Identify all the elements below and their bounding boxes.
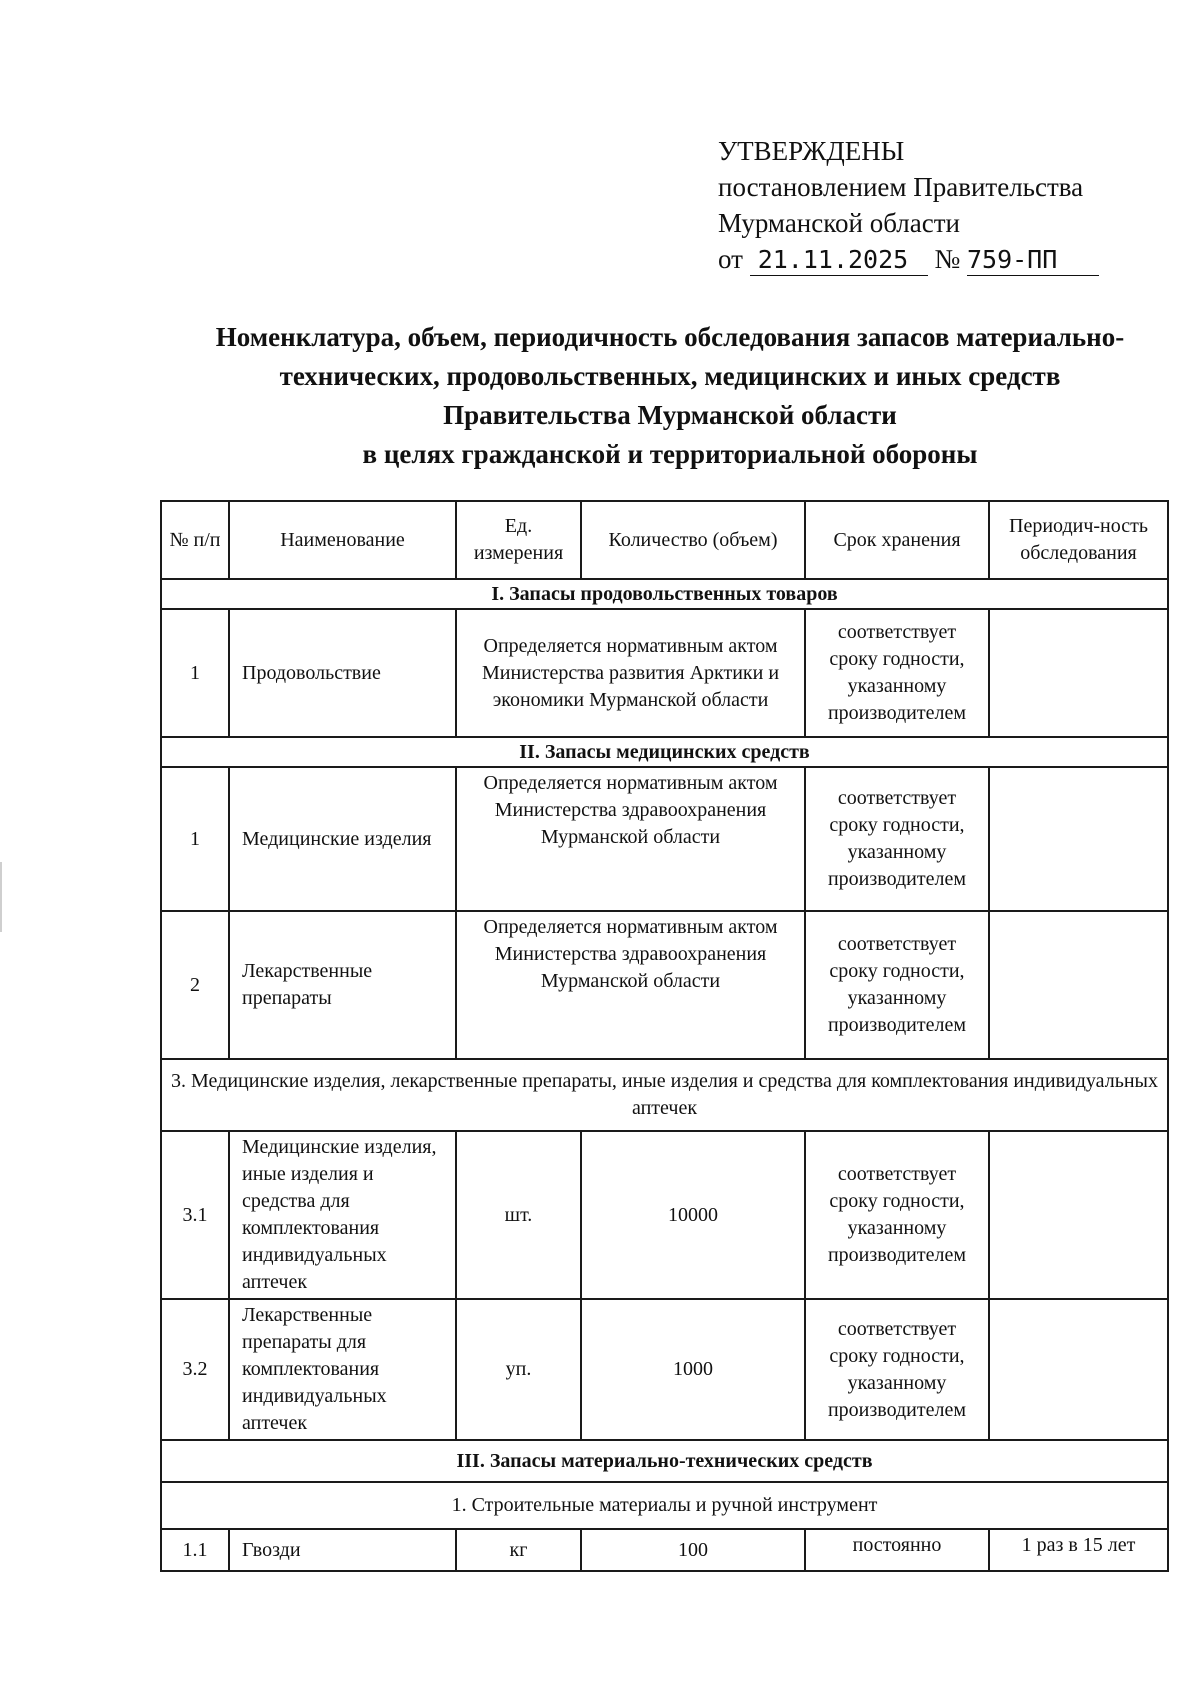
row-storage: соответствует сроку годности, указанному производителем — [805, 1131, 989, 1299]
row-qty: 100 — [581, 1529, 805, 1571]
number-prefix: № — [934, 244, 961, 274]
table-row — [161, 1299, 1168, 1440]
approval-date: 21.11.2025 — [750, 245, 928, 276]
row-name: Лекарственные препараты — [229, 911, 456, 1059]
header-name: Наименование — [229, 501, 456, 579]
table-row — [161, 911, 1168, 1059]
table-row — [161, 767, 1168, 911]
row-storage: соответствует сроку годности, указанному производителем — [805, 1299, 989, 1440]
row-period — [989, 609, 1168, 737]
row-storage: соответствует сроку годности, указанному производителем — [805, 911, 989, 1059]
approval-stamp — [718, 133, 1099, 277]
subsection-row — [161, 1482, 1168, 1529]
row-merged-note: Определяется нормативным актом Министерства развития Арктики и экономики Мурманской области — [456, 609, 805, 737]
row-name: Гвозди — [229, 1529, 456, 1571]
table-header-row — [161, 501, 1168, 579]
header-unit: Ед. измерения — [456, 501, 581, 579]
row-unit: шт. — [456, 1131, 581, 1299]
row-num: 3.2 — [161, 1299, 229, 1440]
row-period — [989, 1131, 1168, 1299]
header-qty: Количество (объем) — [581, 501, 805, 579]
section-title-2: II. Запасы медицинских средств — [161, 737, 1168, 767]
row-storage: соответствует сроку годности, указанному производителем — [805, 767, 989, 911]
row-storage: постоянно — [805, 1529, 989, 1571]
section-row — [161, 579, 1168, 609]
subsection-row — [161, 1059, 1168, 1131]
title-line-3: Правительства Мурманской области — [443, 400, 897, 430]
title-line-4: в целях гражданской и территориальной обороны — [362, 439, 978, 469]
approval-date-line — [718, 241, 1099, 277]
nomenclature-table — [160, 500, 1169, 1572]
section-title-3: III. Запасы материально-технических средств — [161, 1440, 1168, 1482]
row-num: 1.1 — [161, 1529, 229, 1571]
row-name: Медицинские изделия, иные изделия и средства для комплектования индивидуальных аптечек — [229, 1131, 456, 1299]
row-storage: соответствует сроку годности, указанному производителем — [805, 609, 989, 737]
row-qty: 1000 — [581, 1299, 805, 1440]
table-row — [161, 1529, 1168, 1571]
row-name: Лекарственные препараты для комплектования индивидуальных аптечек — [229, 1299, 456, 1440]
row-num: 1 — [161, 609, 229, 737]
subsection-title-3: 3. Медицинские изделия, лекарственные препараты, иные изделия и средства для комплектования индивидуальных аптечек — [161, 1059, 1168, 1131]
row-merged-note: Определяется нормативным актом Министерства здравоохранения Мурманской области — [456, 911, 805, 1059]
row-period — [989, 767, 1168, 911]
row-name: Продовольствие — [229, 609, 456, 737]
row-unit: уп. — [456, 1299, 581, 1440]
approval-line-1: постановлением Правительства — [718, 172, 1084, 202]
row-merged-note: Определяется нормативным актом Министерства здравоохранения Мурманской области — [456, 767, 805, 911]
row-num: 3.1 — [161, 1131, 229, 1299]
header-storage: Срок хранения — [805, 501, 989, 579]
subsection-title-1: 1. Строительные материалы и ручной инструмент — [161, 1482, 1168, 1529]
document-title — [140, 318, 1200, 474]
table-row — [161, 1131, 1168, 1299]
row-period — [989, 911, 1168, 1059]
scan-edge-mark — [0, 862, 2, 932]
approval-heading: УТВЕРЖДЕНЫ — [718, 136, 905, 166]
section-title-1: I. Запасы продовольственных товаров — [161, 579, 1168, 609]
row-name: Медицинские изделия — [229, 767, 456, 911]
title-line-2: технических, продовольственных, медицинских и иных средств — [279, 361, 1061, 391]
approval-line-2: Мурманской области — [718, 208, 960, 238]
approval-number: 759-ПП — [967, 245, 1099, 276]
header-num: № п/п — [161, 501, 229, 579]
date-prefix: от — [718, 244, 743, 274]
row-unit: кг — [456, 1529, 581, 1571]
row-qty: 10000 — [581, 1131, 805, 1299]
table-row — [161, 609, 1168, 737]
header-period: Периодич-ность обследования — [989, 501, 1168, 579]
row-num: 2 — [161, 911, 229, 1059]
row-period — [989, 1299, 1168, 1440]
section-row — [161, 1440, 1168, 1482]
row-num: 1 — [161, 767, 229, 911]
row-period: 1 раз в 15 лет — [989, 1529, 1168, 1571]
section-row — [161, 737, 1168, 767]
title-line-1: Номенклатура, объем, периодичность обследования запасов материально- — [215, 322, 1125, 352]
